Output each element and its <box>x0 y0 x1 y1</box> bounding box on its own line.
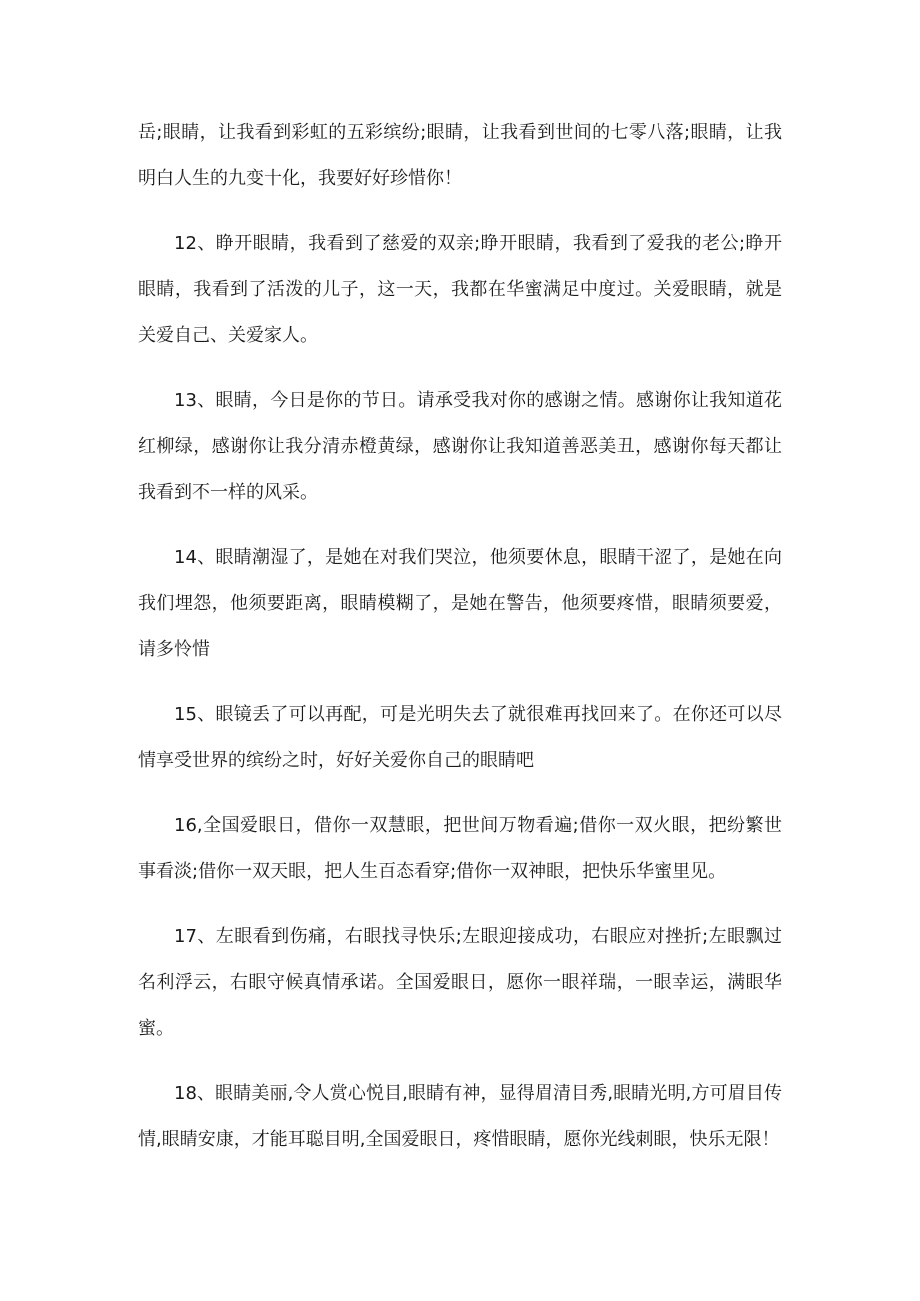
paragraph-17: 17、左眼看到伤痛，右眼找寻快乐;左眼迎接成功，右眼应对挫折;左眼飘过名利浮云，右眼守候真情承诺。全国爱眼日，愿你一眼祥瑞，一眼幸运，满眼华蜜。 <box>138 926 782 1039</box>
paragraph-13: 13、眼睛，今日是你的节日。请承受我对你的感谢之情。感谢你让我知道花红柳绿，感谢你让我分清赤橙黄绿，感谢你让我知道善恶美丑，感谢你每天都让我看到不一样的风采。 <box>138 390 782 503</box>
paragraph-12: 12、睁开眼睛，我看到了慈爱的双亲;睁开眼睛，我看到了爱我的老公;睁开眼睛，我看到了活泼的儿子，这一天，我都在华蜜满足中度过。关爱眼睛，就是关爱自己、关爱家人。 <box>138 233 782 346</box>
paragraph-18: 18、眼睛美丽,令人赏心悦目,眼睛有神，显得眉清目秀,眼睛光明,方可眉目传情,眼睛安康，才能耳聪目明,全国爱眼日，疼惜眼睛，愿你光线刺眼，快乐无限！ <box>138 1083 782 1150</box>
paragraph-14: 14、眼睛潮湿了，是她在对我们哭泣，他须要休息，眼睛干涩了，是她在向我们埋怨，他须要距离，眼睛模糊了，是她在警告，他须要疼惜，眼睛须要爱，请多怜惜 <box>138 547 782 660</box>
paragraph-16: 16,全国爱眼日，借你一双慧眼，把世间万物看遍;借你一双火眼，把纷繁世事看淡;借你一双天眼，把人生百态看穿;借你一双神眼，把快乐华蜜里见。 <box>138 815 782 882</box>
document-body <box>138 110 782 1182</box>
paragraph-continuation: 岳;眼睛，让我看到彩虹的五彩缤纷;眼睛，让我看到世间的七零八落;眼睛，让我明白人生的九变十化，我要好好珍惜你！ <box>138 122 782 189</box>
paragraph-15: 15、眼镜丢了可以再配，可是光明失去了就很难再找回来了。在你还可以尽情享受世界的缤纷之时，好好关爱你自己的眼睛吧 <box>138 704 782 771</box>
